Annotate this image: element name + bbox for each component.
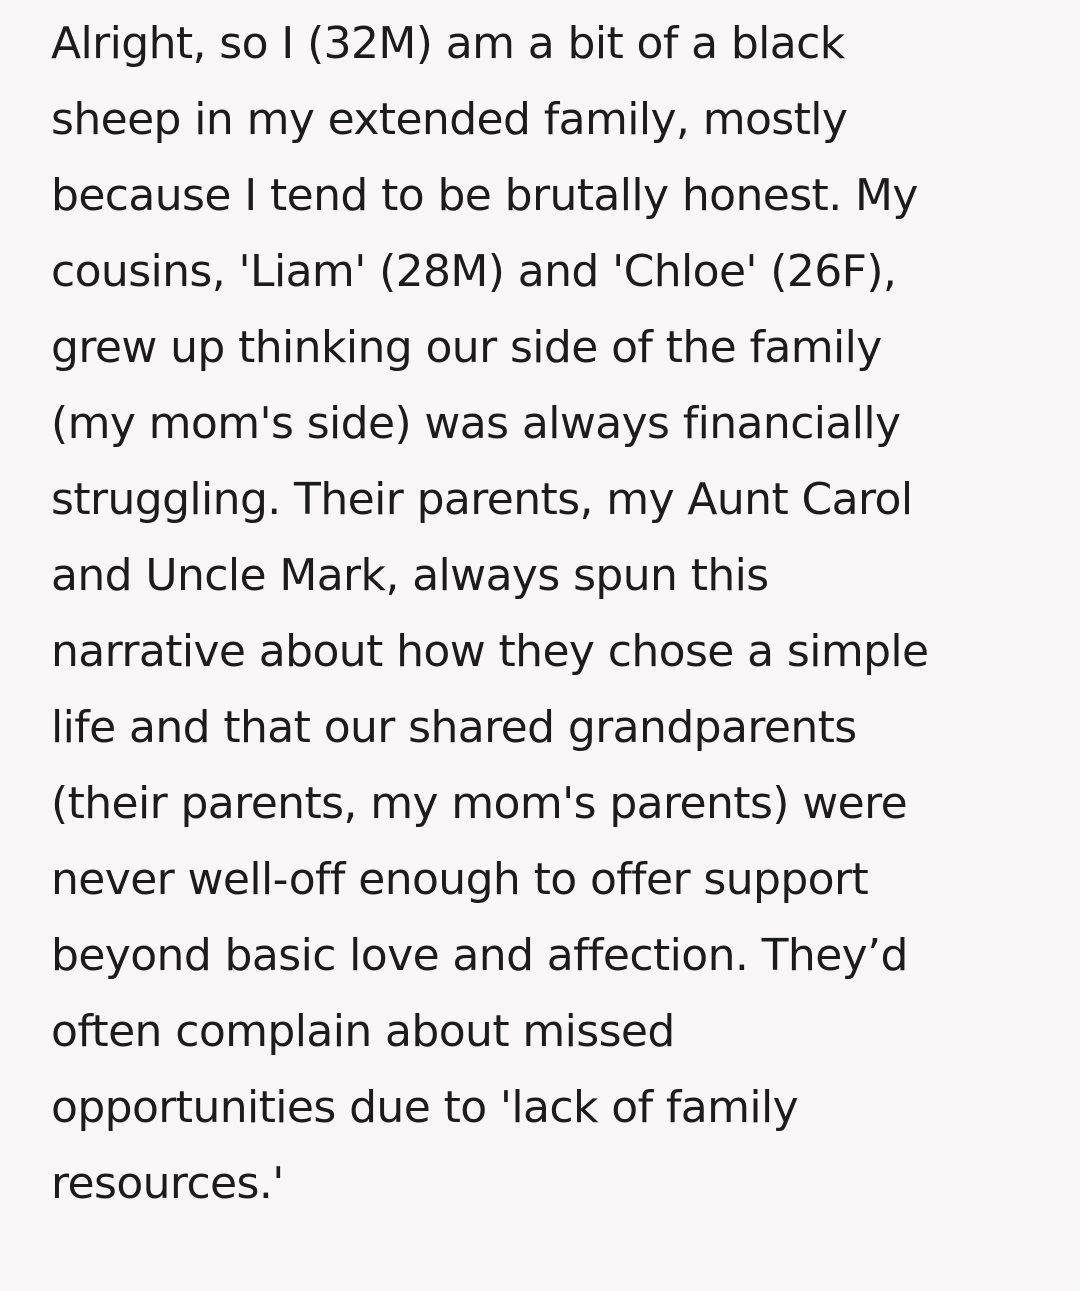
post-text-line: never well-off enough to offer support [51, 854, 869, 905]
post-text-line: because I tend to be brutally honest. My [51, 170, 918, 221]
post-text-line: struggling. Their parents, my Aunt Carol [51, 474, 913, 525]
post-text-line: opportunities due to 'lack of family [51, 1082, 799, 1133]
post-text-line: life and that our shared grandparents [51, 702, 857, 753]
post-text-line: grew up thinking our side of the family [51, 322, 882, 373]
post-text-line: Alright, so I (32M) am a bit of a black [51, 18, 845, 69]
post-text-line: beyond basic love and affection. They’d [51, 930, 908, 981]
post-text-line: resources.' [51, 1158, 284, 1209]
post-text-line: (their parents, my mom's parents) were [51, 778, 908, 829]
post-text-line: narrative about how they chose a simple [51, 626, 929, 677]
post-text-line: cousins, 'Liam' (28M) and 'Chloe' (26F), [51, 246, 897, 297]
post-text-line: (my mom's side) was always financially [51, 398, 901, 449]
post-text-line: sheep in my extended family, mostly [51, 94, 848, 145]
post-text-line: often complain about missed [51, 1006, 675, 1057]
post-text-line: and Uncle Mark, always spun this [51, 550, 769, 601]
